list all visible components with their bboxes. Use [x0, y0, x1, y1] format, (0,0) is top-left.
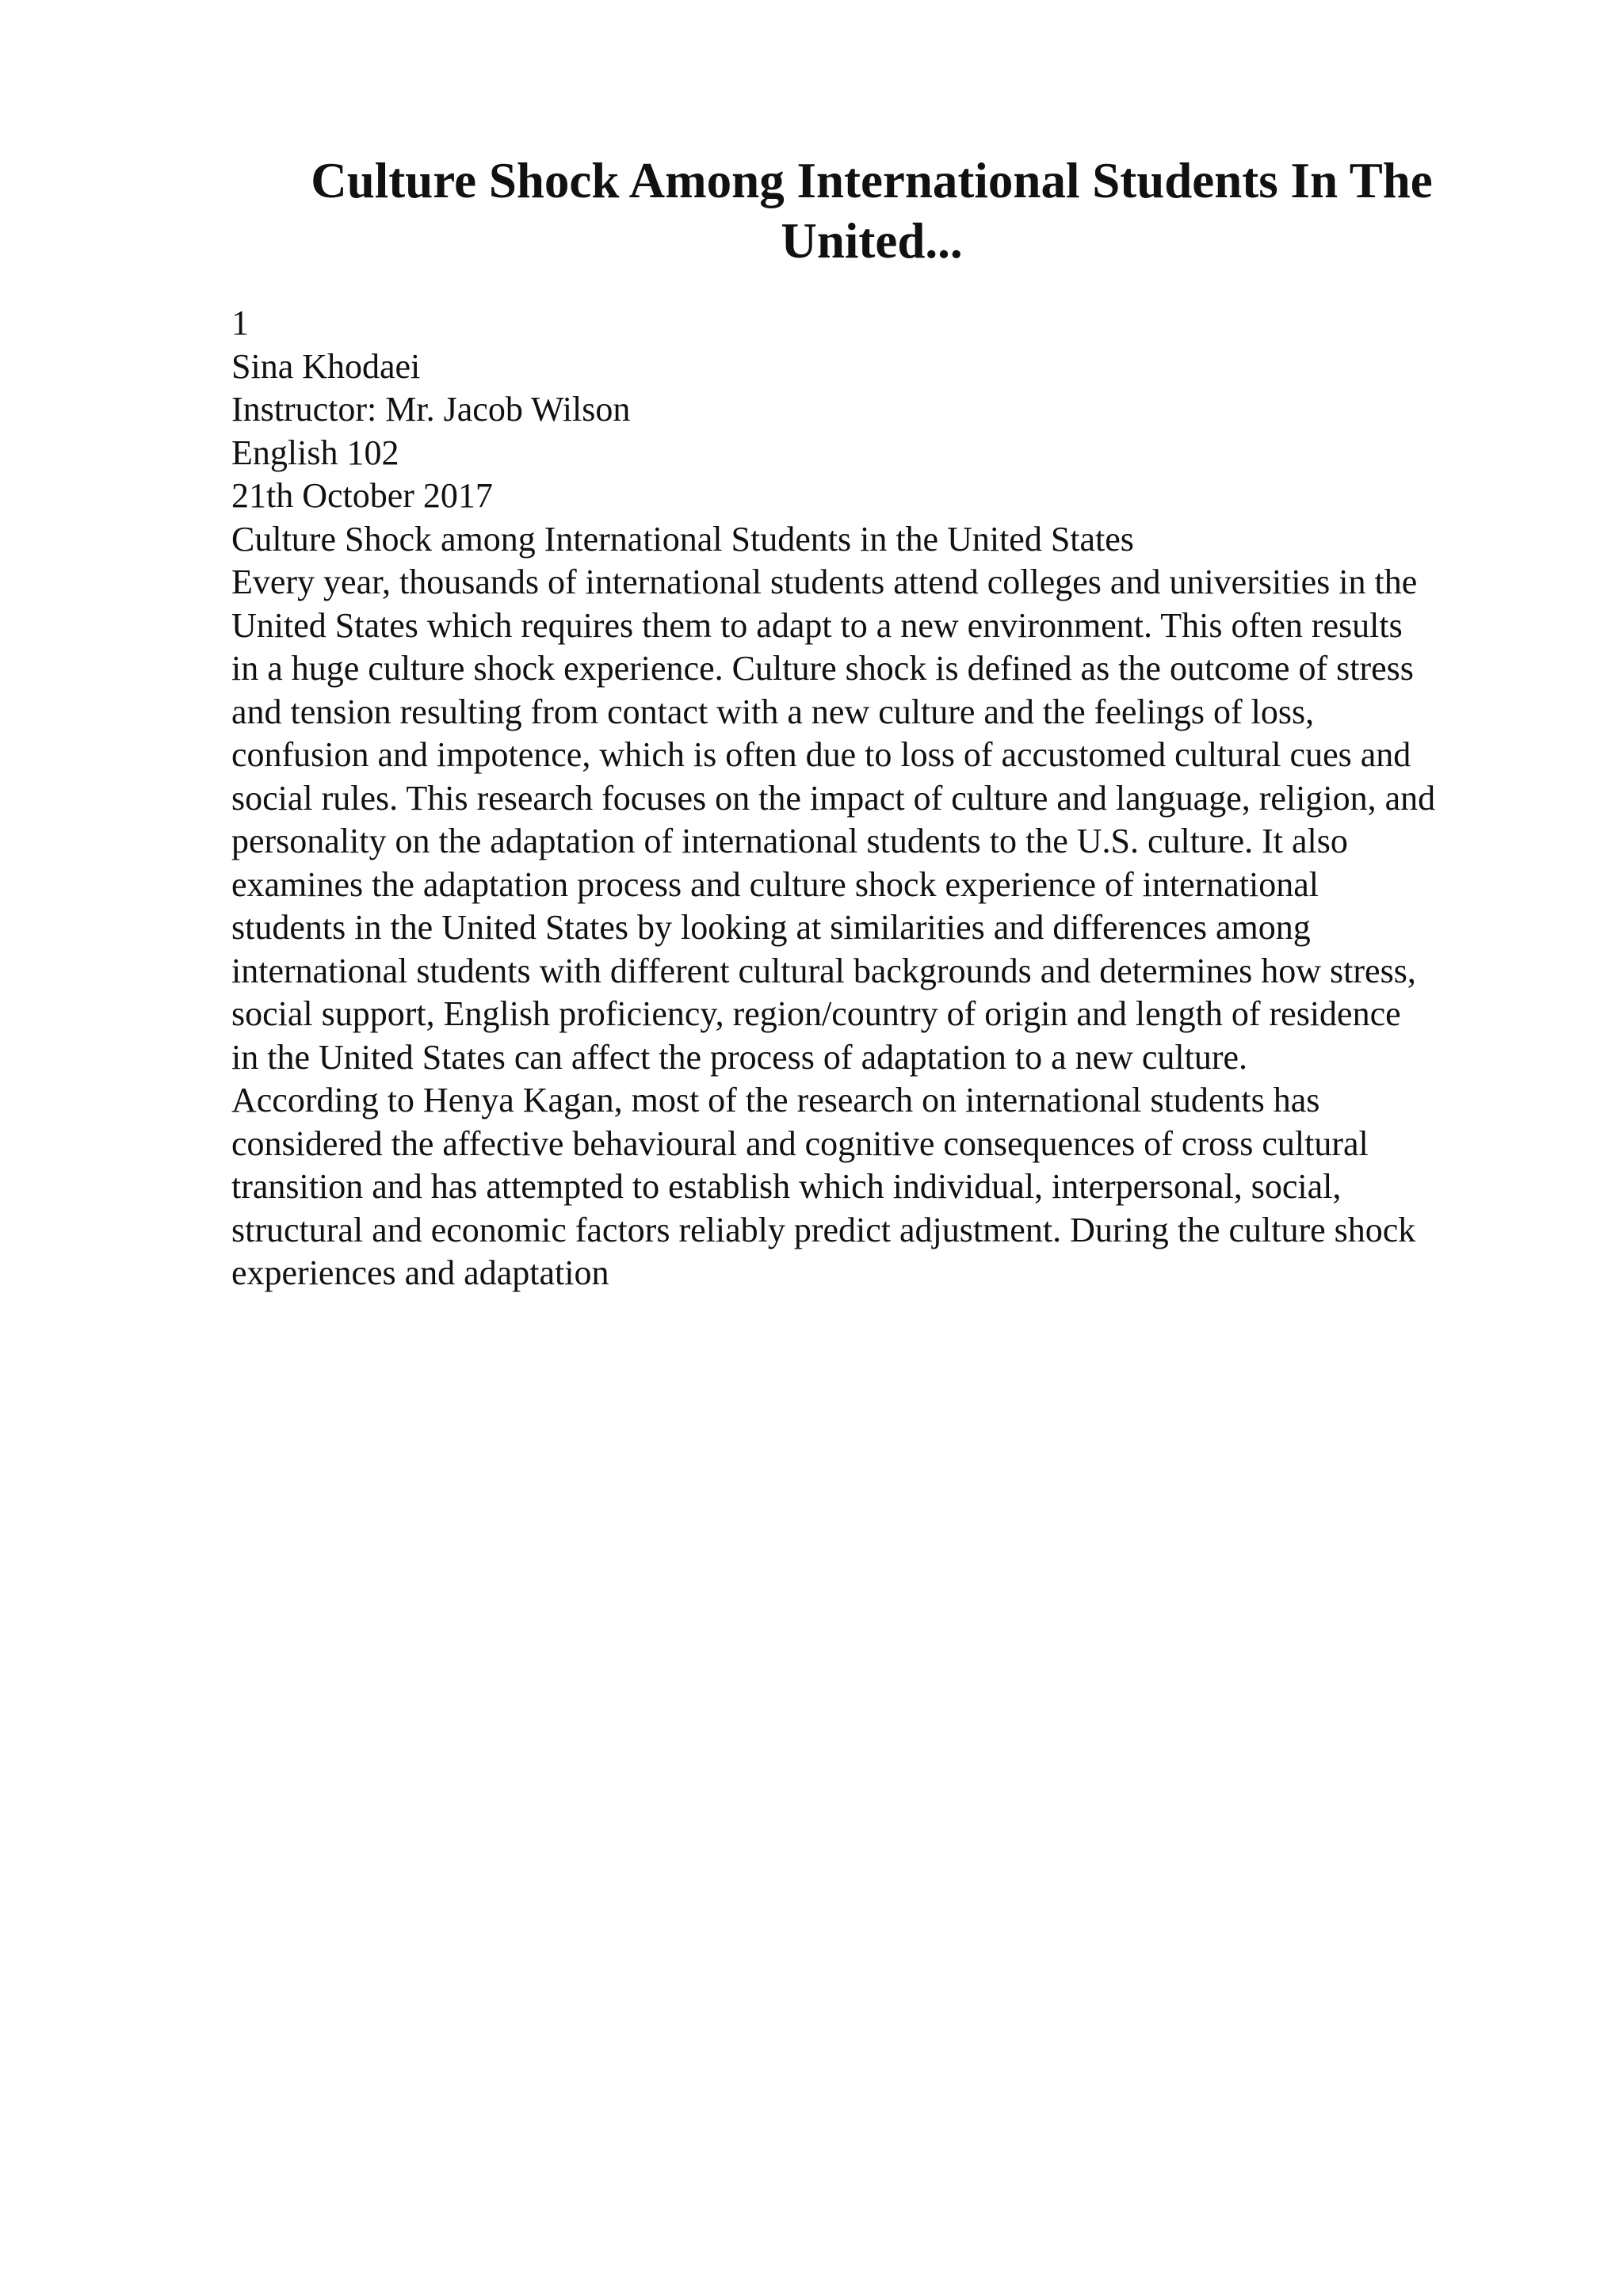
- paragraph-line: experiences and adaptation: [231, 1253, 609, 1292]
- paragraph-line: confusion and impotence, which is often due to loss of accustomed cultural cues and: [231, 735, 1411, 774]
- instructor-line: Instructor: Mr. Jacob Wilson: [231, 390, 631, 429]
- paragraph-line: international students with different cultural backgrounds and determines how stress,: [231, 951, 1416, 990]
- document-body: [231, 302, 1539, 1295]
- paragraph-1: [231, 561, 1539, 1079]
- paragraph-line: social rules. This research focuses on the impact of culture and language, religion, and: [231, 778, 1436, 818]
- document-title: Culture Shock Among International Students In The United...: [311, 153, 1433, 269]
- paragraph-2: [231, 1079, 1539, 1295]
- paragraph-line: According to Henya Kagan, most of the research on international students has: [231, 1081, 1320, 1119]
- paragraph-line: personality on the adaptation of international students to the U.S. culture. It also: [231, 822, 1348, 860]
- paragraph-line: structural and economic factors reliably predict adjustment. During the culture shock: [231, 1210, 1416, 1249]
- paragraph-line: social support, English proficiency, region/country of origin and length of residence: [231, 994, 1401, 1033]
- paragraph-line: considered the affective behavioural and cognitive consequences of cross cultural: [231, 1123, 1369, 1163]
- paragraph-line: transition and has attempted to establish which individual, interpersonal, social,: [231, 1167, 1342, 1206]
- paragraph-line: Every year, thousands of international students attend colleges and universities in the: [231, 563, 1418, 601]
- author-name: Sina Khodaei: [231, 346, 421, 386]
- paragraph-line: United States which requires them to adapt to a new environment. This often results: [231, 605, 1403, 645]
- paragraph-line: and tension resulting from contact with a new culture and the feelings of loss,: [231, 692, 1315, 731]
- paragraph-line: examines the adaptation process and culture shock experience of international: [231, 864, 1319, 904]
- paragraph-line: students in the United States by looking at similarities and differences among: [231, 908, 1311, 947]
- essay-title: Culture Shock among International Students in the United States: [231, 519, 1134, 559]
- course-line: English 102: [231, 433, 399, 472]
- date-line: 21th October 2017: [231, 476, 493, 515]
- paragraph-line: in a huge culture shock experience. Culture shock is defined as the outcome of stress: [231, 649, 1414, 688]
- page-number: 1: [231, 303, 249, 342]
- paragraph-line: in the United States can affect the process of adaptation to a new culture.: [231, 1037, 1248, 1077]
